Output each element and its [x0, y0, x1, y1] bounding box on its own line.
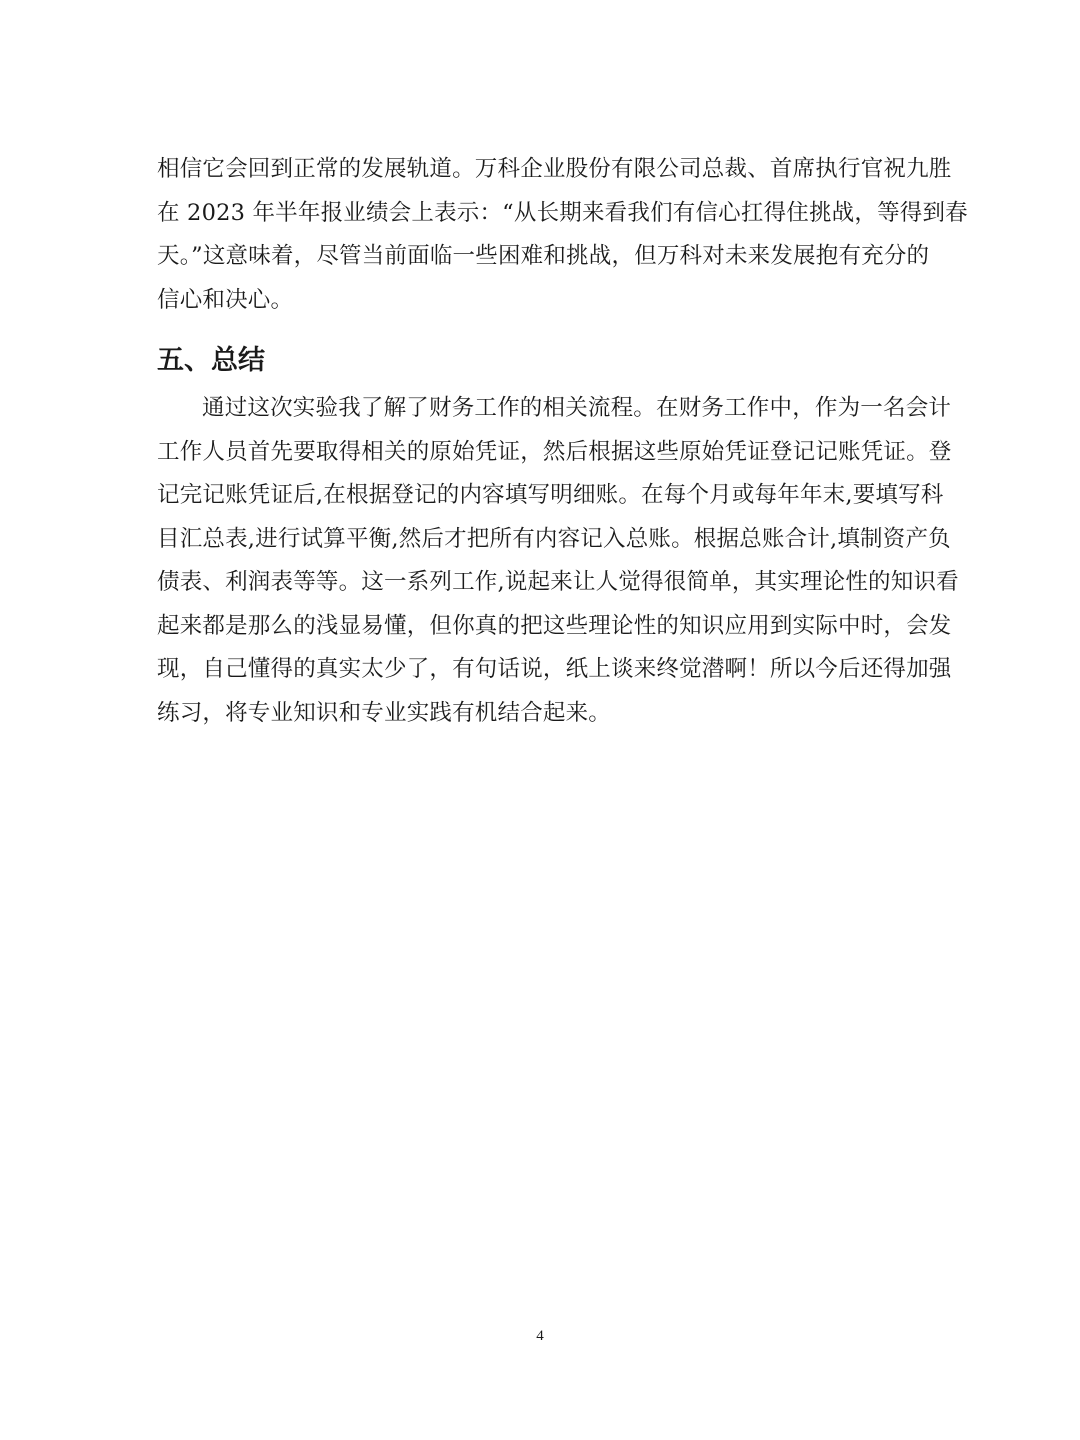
text-line: 起来都是那么的浅显易懂，但你真的把这些理论性的知识应用到实际中时，会发	[157, 612, 952, 639]
text-line: 工作人员首先要取得相关的原始凭证，然后根据这些原始凭证登记记账凭证。登	[157, 438, 952, 465]
text-line: 现，自己懂得的真实太少了，有句话说，纸上谈来终觉潜啊！所以今后还得加强	[157, 656, 952, 682]
text-line: 债表、利润表等等。这一系列工作,说起来让人觉得很简单，其实理论性的知识看	[157, 569, 959, 595]
text-line: 练习，将专业知识和专业实践有机结合起来。	[157, 699, 612, 726]
text-line: 在 2023 年半年报业绩会上表示：“从长期来看我们有信心扛得住挑战，等得到春	[157, 199, 968, 226]
paragraph-summary	[157, 387, 959, 735]
text-line: 天。”这意味着，尽管当前面临一些困难和挑战，但万科对未来发展抱有充分的	[157, 243, 930, 269]
page-number: 4	[536, 1328, 544, 1344]
page-content	[157, 148, 968, 735]
text-line: 目汇总表,进行试算平衡,然后才把所有内容记入总账。根据总账合计,填制资产负	[157, 525, 951, 552]
text-line: 记完记账凭证后,在根据登记的内容填写明细账。在每个月或每年年末,要填写科	[157, 482, 944, 508]
text-line: 相信它会回到正常的发展轨道。万科企业股份有限公司总裁、首席执行官祝九胜	[157, 156, 952, 182]
paragraph-vanke-outlook	[157, 148, 968, 322]
section-heading-summary: 五、总结	[157, 345, 265, 376]
text-line: 通过这次实验我了解了财务工作的相关流程。在财务工作中，作为一名会计	[202, 395, 952, 421]
text-line: 信心和决心。	[157, 286, 294, 313]
